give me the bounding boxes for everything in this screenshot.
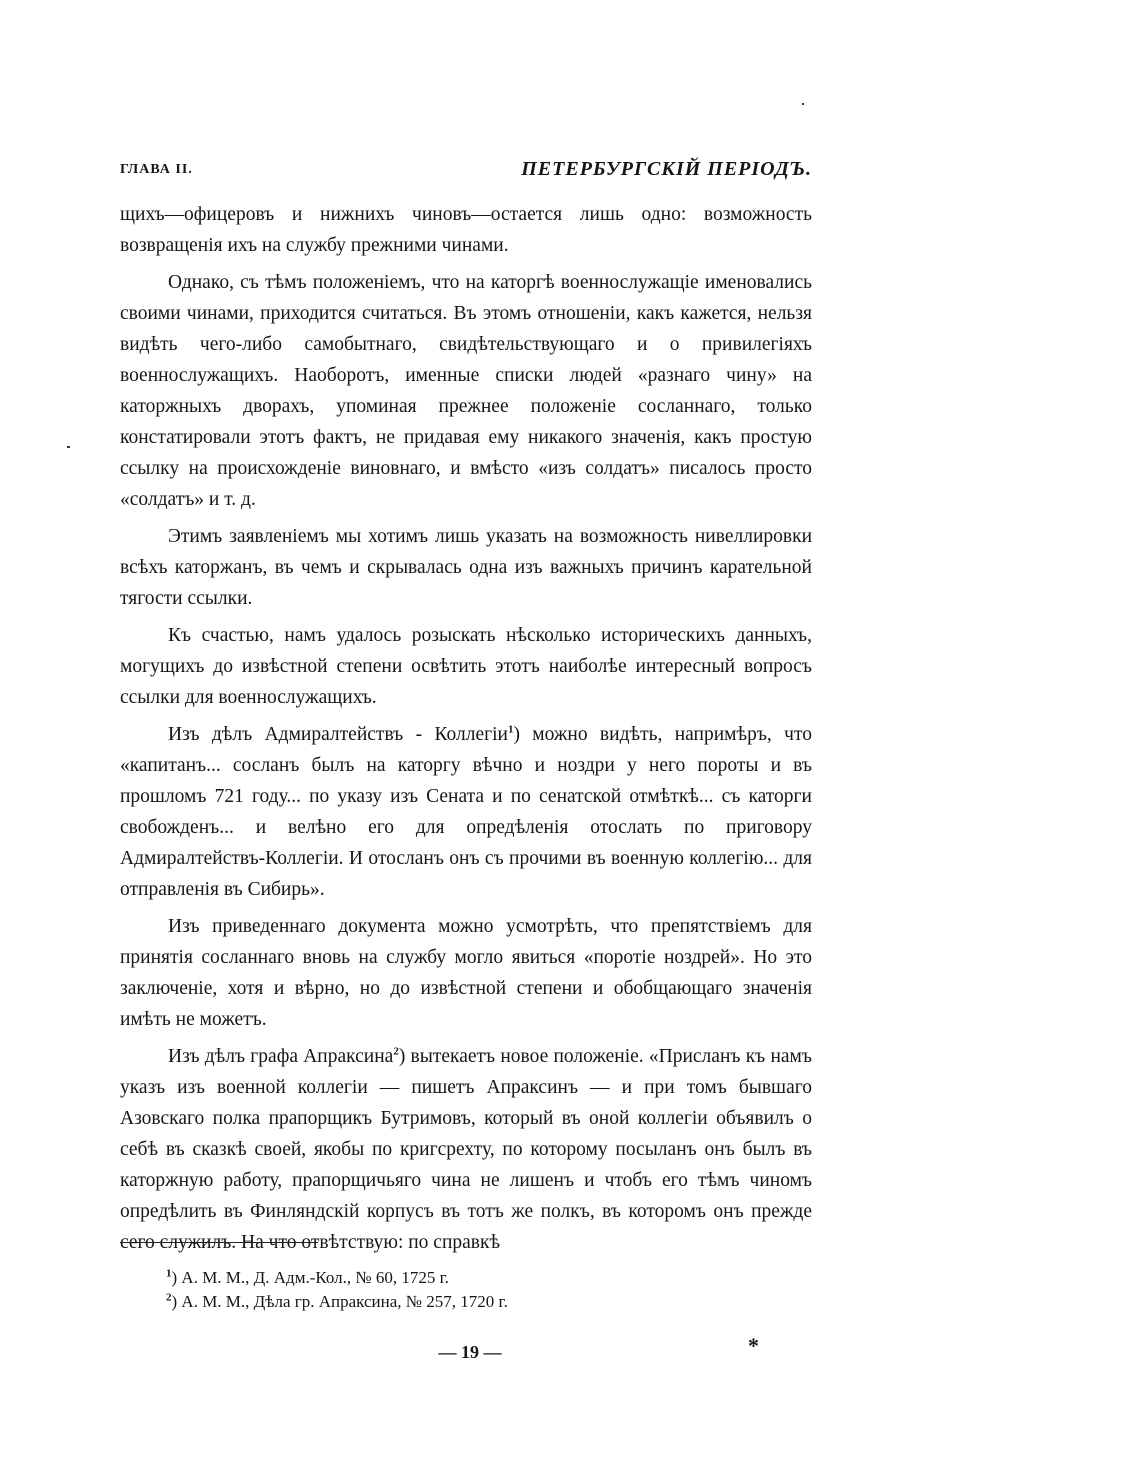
paragraph-4: Къ счастью, намъ удалось розыскать нѣсколько историческихъ данныхъ, могущихъ до извѣстной степени освѣтить этотъ наиболѣе интересный вопросъ ссылки для военнослужащихъ. — [120, 625, 812, 708]
paragraph-7-start: Изъ дѣлъ графа Апраксина — [168, 1046, 394, 1067]
paragraph-1: щихъ—офицеровъ и нижнихъ чиновъ—остается лишь одно: возможность возвращенія ихъ на службу прежними чинами. — [120, 204, 812, 256]
paragraph-7 — [120, 1041, 812, 1258]
paragraph-6: Изъ приведеннаго документа можно усмотрѣть, что препятствіемъ для принятія сосланнаго вновь на службу могло явиться «поротіе ноздрей». Но это заключеніе, хотя и вѣрно, но до извѣстной степени и обобщающаго значенія имѣть не можетъ. — [120, 916, 812, 1030]
footnote-2 — [166, 1290, 816, 1314]
footnote-divider — [120, 1242, 318, 1243]
footnote-text-2: ) А. М. М., Дѣла гр. Апраксина, № 257, 1720 г. — [171, 1292, 508, 1311]
footnote-ref-2[interactable]: 2 — [393, 1045, 399, 1058]
paragraph-7-rest: ) вытекаетъ новое положеніе. «Присланъ къ намъ указъ изъ военной коллегіи — пишетъ Апраксинъ — и при томъ бывшаго Азовскаго полка прапорщикъ Бутримовъ, который въ оной коллегіи объявилъ о себѣ въ сказкѣ своей, якобы по кригсрехту, по которому посыланъ онъ былъ въ каторжную работу, прапорщичьяго чина не лишенъ и чтобъ его тѣмъ чиномъ опредѣлить въ Финляндскій корпусъ въ тотъ же полкъ, въ которомъ онъ прежде сего служилъ. На что отвѣтствую: по справкѣ — [120, 1046, 812, 1253]
body-text — [120, 199, 812, 1264]
footnote-text-1: ) А. М. М., Д. Адм.-Кол., № 60, 1725 г. — [171, 1268, 449, 1287]
scan-speck — [802, 103, 804, 105]
section-title: ПЕТЕРБУРГСКІЙ ПЕРІОДЪ. — [521, 158, 812, 180]
footnotes — [166, 1266, 816, 1314]
footnote-1 — [166, 1266, 816, 1290]
chapter-label: ГЛАВА II. — [120, 162, 193, 177]
paragraph-5-start: Изъ дѣлъ Адмиралтействъ - Коллегіи — [168, 724, 508, 745]
paragraph-5-rest: ) можно видѣть, напримѣръ, что «капитанъ... сосланъ былъ на каторгу вѣчно и ноздри у него пороты и въ прошломъ 721 году... по указу изъ Сената и по сенатской отмѣткѣ... съ каторги свобожденъ... и велѣно его для опредѣленія отослать по приговору Адмиралтействъ-Коллегіи. И отосланъ онъ съ прочими въ военную коллегію... для отправленія въ Сибирь». — [120, 724, 812, 900]
scan-speck — [67, 446, 70, 448]
asterisk-mark: * — [748, 1333, 759, 1358]
paragraph-5 — [120, 719, 812, 905]
page-number: — 19 — — [438, 1342, 502, 1362]
paragraph-3: Этимъ заявленіемъ мы хотимъ лишь указать на возможность нивеллировки всѣхъ каторжанъ, въ чемъ и скрывалась одна изъ важныхъ причинъ карательной тягости ссылки. — [120, 526, 812, 609]
running-header — [120, 158, 812, 186]
footnote-number-1: 1 — [166, 1267, 172, 1280]
footnote-number-2: 2 — [166, 1291, 172, 1304]
paragraph-2: Однако, съ тѣмъ положеніемъ, что на каторгѣ военнослужащіе именовались своими чинами, приходится считаться. Въ этомъ отношеніи, какъ кажется, нельзя видѣть чего-либо самобытнаго, свидѣтельствующаго и о привилегіяхъ военнослужащихъ. Наоборотъ, именные списки людей «разнаго чину» на каторжныхъ дворахъ, упоминая прежнее положеніе сосланнаго, только констатировали этотъ фактъ, не придавая ему никакого значенія, какъ простую ссылку на происхожденіе виновнаго, и вмѣсто «изъ солдатъ» писалось просто «солдатъ» и т. д. — [120, 272, 812, 510]
footnote-ref-1[interactable]: 1 — [507, 723, 514, 736]
